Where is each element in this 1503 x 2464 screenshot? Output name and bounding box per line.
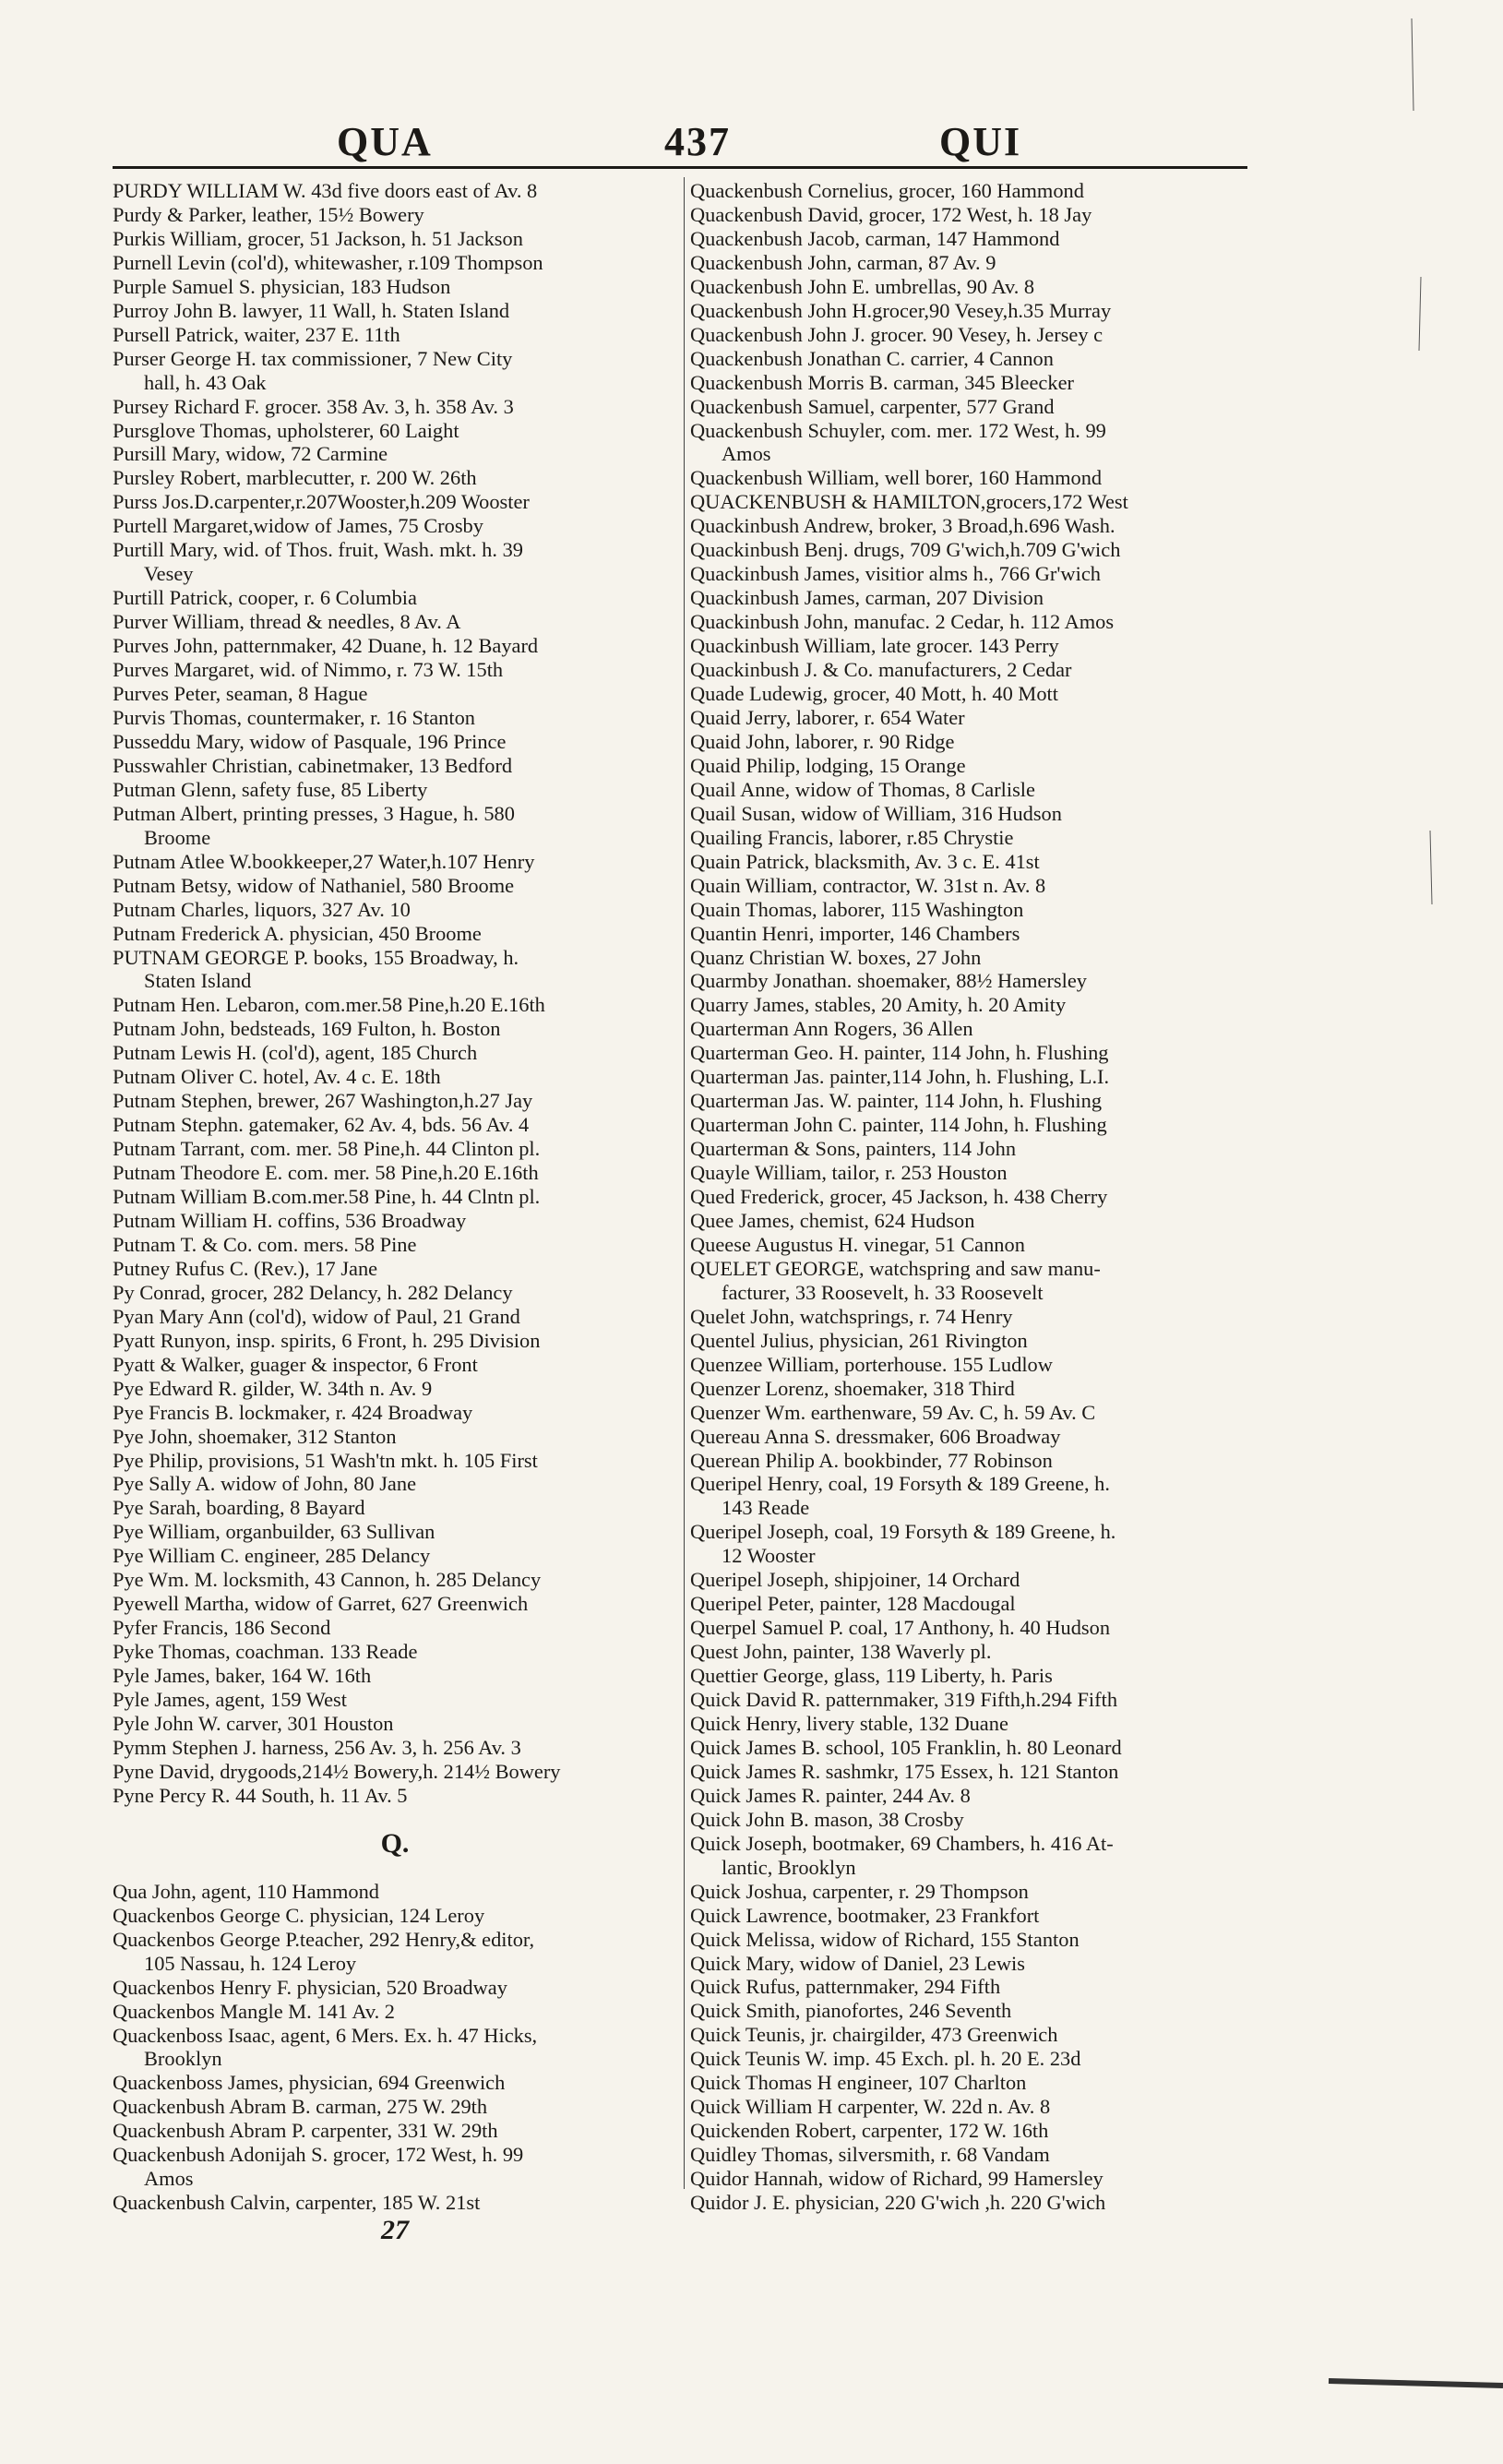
directory-entry: Quenzer Lorenz, shoemaker, 318 Third <box>690 1376 1015 1400</box>
directory-entry: Quackinbush James, visitior alms h., 766 Gr'wich <box>690 562 1101 586</box>
directory-entry: Pyatt Runyon, insp. spirits, 6 Front, h. 295 Division <box>113 1328 541 1352</box>
margin-ink-marks <box>1273 0 1503 2464</box>
directory-entry: Quackenbush John E. umbrellas, 90 Av. 8 <box>690 274 1035 298</box>
directory-entry: Pyfer Francis, 186 Second <box>113 1616 331 1640</box>
directory-entry-continuation: 105 Nassau, h. 124 Leroy <box>144 1951 357 1975</box>
directory-entry: Pye Sarah, boarding, 8 Bayard <box>113 1496 365 1520</box>
directory-entry: Quarterman & Sons, painters, 114 John <box>690 1137 1017 1161</box>
directory-entry: PUTNAM GEORGE P. books, 155 Broadway, h. <box>113 945 519 969</box>
directory-entry: Pursey Richard F. grocer. 358 Av. 3, h. 358 Av. 3 <box>113 394 514 418</box>
directory-entry: Quackenboss James, physician, 694 Greenwich <box>113 2071 506 2095</box>
directory-entry: Quackenbush Schuyler, com. mer. 172 West, h. 99 <box>690 418 1106 442</box>
directory-entry: Pyle James, agent, 159 West <box>113 1688 347 1712</box>
directory-entry: Pyatt & Walker, guager & inspector, 6 Front <box>113 1352 478 1376</box>
running-head-right: QUI <box>939 119 1022 164</box>
directory-entry: Purple Samuel S. physician, 183 Hudson <box>113 274 451 298</box>
directory-entry: Quarterman Jas. W. painter, 114 John, h. Flushing <box>690 1089 1103 1113</box>
directory-entry: Quail Susan, widow of William, 316 Hudson <box>690 801 1062 825</box>
directory-entry-continuation: Amos <box>144 2167 194 2191</box>
directory-entry-continuation: 12 Wooster <box>722 1544 816 1568</box>
directory-entry: Quarterman Jas. painter,114 John, h. Flushing, L.I. <box>690 1065 1110 1089</box>
directory-entry: Pye Wm. M. locksmith, 43 Cannon, h. 285 Delancy <box>113 1568 542 1592</box>
directory-entry: Putnam Oliver C. hotel, Av. 4 c. E. 18th <box>113 1065 441 1089</box>
directory-entry: Py Conrad, grocer, 282 Delancy, h. 282 Delancy <box>113 1280 513 1304</box>
directory-entry: Purkis William, grocer, 51 Jackson, h. 51 Jackson <box>113 226 523 250</box>
directory-entry: Quackinbush Benj. drugs, 709 G'wich,h.709 G'wich <box>690 538 1121 562</box>
directory-entry: Purtill Patrick, cooper, r. 6 Columbia <box>113 586 417 610</box>
directory-entry: Quick James R. painter, 244 Av. 8 <box>690 1783 971 1807</box>
directory-entry: Purdy & Parker, leather, 15½ Bowery <box>113 202 424 226</box>
directory-entry: Pye John, shoemaker, 312 Stanton <box>113 1424 397 1448</box>
directory-entry-continuation: Broome <box>144 825 211 849</box>
directory-entry: Pyle James, baker, 164 W. 16th <box>113 1664 372 1688</box>
directory-entry-continuation: Vesey <box>144 562 194 586</box>
directory-entry: Putnam Lewis H. (col'd), agent, 185 Church <box>113 1041 478 1065</box>
running-head-left: QUA <box>337 119 433 164</box>
left-column <box>113 179 677 2246</box>
directory-entry: PURDY WILLIAM W. 43d five doors east of Av. 8 <box>113 179 538 202</box>
directory-entry: Quackenbush John, carman, 87 Av. 9 <box>690 250 996 274</box>
left-column-p-entries <box>113 179 677 1808</box>
directory-entry: Queripel Peter, painter, 128 Macdougal <box>690 1592 1016 1616</box>
directory-entry-continuation: facturer, 33 Roosevelt, h. 33 Roosevelt <box>722 1280 1044 1304</box>
directory-entry: Purves Margaret, wid. of Nimmo, r. 73 W. 15th <box>113 658 504 682</box>
directory-entry: Pyne David, drygoods,214½ Bowery,h. 214½ Bowery <box>113 1759 561 1783</box>
directory-entry: Quidor Hannah, widow of Richard, 99 Hamersley <box>690 2167 1103 2191</box>
directory-entry: Putney Rufus C. (Rev.), 17 Jane <box>113 1256 378 1280</box>
directory-entry: Quick Melissa, widow of Richard, 155 Stanton <box>690 1927 1080 1951</box>
directory-entry: Quackenbos George P.teacher, 292 Henry,& editor, <box>113 1927 535 1951</box>
directory-entry: Quentel Julius, physician, 261 Rivington <box>690 1328 1028 1352</box>
column-divider <box>684 177 685 2189</box>
directory-entry: Purnell Levin (col'd), whitewasher, r.109 Thompson <box>113 250 543 274</box>
directory-entry: Putnam Hen. Lebaron, com.mer.58 Pine,h.20 E.16th <box>113 993 545 1017</box>
left-column-q-entries <box>113 1880 677 2215</box>
directory-entry: Quaid John, laborer, r. 90 Ridge <box>690 729 955 753</box>
directory-entry: Putman Glenn, safety fuse, 85 Liberty <box>113 777 428 801</box>
directory-entry: Quick James B. school, 105 Franklin, h. 80 Leonard <box>690 1735 1122 1759</box>
directory-entry: Quackinbush James, carman, 207 Division <box>690 586 1044 610</box>
directory-entry: Putnam Tarrant, com. mer. 58 Pine,h. 44 Clinton pl. <box>113 1137 541 1161</box>
directory-entry: Quackenbos George C. physician, 124 Leroy <box>113 1903 485 1927</box>
directory-entry: Quackenbush Abram P. carpenter, 331 W. 29th <box>113 2119 498 2143</box>
directory-entry: Purroy John B. lawyer, 11 Wall, h. Staten Island <box>113 298 510 322</box>
directory-entry: Purss Jos.D.carpenter,r.207Wooster,h.209 Wooster <box>113 490 530 514</box>
directory-entry: Quackenbush John J. grocer. 90 Vesey, h. Jersey c <box>690 322 1103 346</box>
section-letter: Q. <box>380 1827 410 1859</box>
directory-entry: Putnam John, bedsteads, 169 Fulton, h. Boston <box>113 1017 501 1041</box>
directory-entry: Pymm Stephen J. harness, 256 Av. 3, h. 256 Av. 3 <box>113 1735 521 1759</box>
directory-entry: QUACKENBUSH & HAMILTON,grocers,172 West <box>690 490 1128 514</box>
directory-entry: Putman Albert, printing presses, 3 Hague, h. 580 <box>113 801 515 825</box>
directory-entry: Quidor J. E. physician, 220 G'wich ,h. 220 G'wich <box>690 2191 1106 2215</box>
directory-entry: Quenzee William, porterhouse. 155 Ludlow <box>690 1352 1053 1376</box>
directory-entry: Quidley Thomas, silversmith, r. 68 Vandam <box>690 2143 1050 2167</box>
directory-entry: Quackenbush David, grocer, 172 West, h. 18 Jay <box>690 202 1092 226</box>
directory-entry: Querean Philip A. bookbinder, 77 Robinson <box>690 1448 1053 1472</box>
directory-entry: Pursley Robert, marblecutter, r. 200 W. 26th <box>113 466 477 490</box>
directory-entry: Queripel Joseph, coal, 19 Forsyth & 189 Greene, h. <box>690 1520 1116 1544</box>
directory-entry: Pyle John W. carver, 301 Houston <box>113 1712 394 1735</box>
directory-entry: Quereau Anna S. dressmaker, 606 Broadway <box>690 1424 1061 1448</box>
directory-entry: Putnam Betsy, widow of Nathaniel, 580 Broome <box>113 873 515 897</box>
directory-entry: Quain William, contractor, W. 31st n. Av. 8 <box>690 873 1046 897</box>
right-column <box>690 179 1255 2215</box>
directory-entry: Pyne Percy R. 44 South, h. 11 Av. 5 <box>113 1783 408 1807</box>
directory-entry: Quick John B. mason, 38 Crosby <box>690 1807 964 1831</box>
directory-entry: Pursell Patrick, waiter, 237 E. 11th <box>113 322 400 346</box>
directory-entry: Purtell Margaret,widow of James, 75 Crosby <box>113 514 483 538</box>
directory-entry: Purtill Mary, wid. of Thos. fruit, Wash. mkt. h. 39 <box>113 538 523 562</box>
directory-entry: Quackenbos Henry F. physician, 520 Broadway <box>113 1975 507 1999</box>
directory-entry: Pye William, organbuilder, 63 Sullivan <box>113 1520 435 1544</box>
directory-entry: Quackenbush Calvin, carpenter, 185 W. 21st <box>113 2191 481 2215</box>
directory-entry: Quackenbush John H.grocer,90 Vesey,h.35 Murray <box>690 298 1112 322</box>
directory-entry: Quarry James, stables, 20 Amity, h. 20 Amity <box>690 993 1067 1017</box>
directory-entry: Quest John, painter, 138 Waverly pl. <box>690 1640 992 1664</box>
directory-entry: Quackenbush Abram B. carman, 275 W. 29th <box>113 2095 488 2119</box>
directory-entry: Quackinbush J. & Co. manufacturers, 2 Cedar <box>690 658 1072 682</box>
directory-entry: Queripel Joseph, shipjoiner, 14 Orchard <box>690 1568 1020 1592</box>
directory-entry: Quettier George, glass, 119 Liberty, h. Paris <box>690 1664 1053 1688</box>
directory-entry: Purves John, patternmaker, 42 Duane, h. 12 Bayard <box>113 634 539 658</box>
directory-entry: Quackinbush Andrew, broker, 3 Broad,h.696 Wash. <box>690 514 1115 538</box>
directory-entry: Pye Francis B. lockmaker, r. 424 Broadway <box>113 1400 473 1424</box>
directory-entry: Quick Joseph, bootmaker, 69 Chambers, h. 416 At- <box>690 1831 1114 1855</box>
directory-entry: Qua John, agent, 110 Hammond <box>113 1879 379 1903</box>
directory-entry-continuation: 143 Reade <box>722 1496 810 1520</box>
directory-entry: Quackenbos Mangle M. 141 Av. 2 <box>113 1999 395 2023</box>
directory-entry: Qued Frederick, grocer, 45 Jackson, h. 438 Cherry <box>690 1185 1108 1209</box>
directory-entry: Quackinbush John, manufac. 2 Cedar, h. 112 Amos <box>690 610 1115 634</box>
directory-entry: QUELET GEORGE, watchspring and saw manu- <box>690 1256 1101 1280</box>
directory-entry: Pye Philip, provisions, 51 Wash'tn mkt. h. 105 First <box>113 1448 538 1472</box>
directory-entry: Quackenbush Morris B. carman, 345 Bleecker <box>690 370 1074 394</box>
directory-entry: Quackenbush Jacob, carman, 147 Hammond <box>690 226 1060 250</box>
directory-entry: Quaid Philip, lodging, 15 Orange <box>690 753 966 777</box>
directory-entry: Quickenden Robert, carpenter, 172 W. 16th <box>690 2119 1049 2143</box>
directory-entry: Queripel Henry, coal, 19 Forsyth & 189 Greene, h. <box>690 1472 1110 1496</box>
directory-entry: Putnam Atlee W.bookkeeper,27 Water,h.107 Henry <box>113 849 535 873</box>
directory-entry: Putnam William H. coffins, 536 Broadway <box>113 1208 467 1232</box>
directory-entry: Quackenbush Adonijah S. grocer, 172 West, h. 99 <box>113 2143 524 2167</box>
directory-entry: Pyewell Martha, widow of Garret, 627 Greenwich <box>113 1592 529 1616</box>
directory-entry: Quantin Henri, importer, 146 Chambers <box>690 921 1020 945</box>
directory-entry: Quackenbush William, well borer, 160 Hammond <box>690 466 1103 490</box>
directory-entry: Quick Mary, widow of Daniel, 23 Lewis <box>690 1951 1025 1975</box>
directory-entry-continuation: hall, h. 43 Oak <box>144 370 267 394</box>
directory-entry: Quick David R. patternmaker, 319 Fifth,h.294 Fifth <box>690 1688 1118 1712</box>
directory-entry: Quarterman Ann Rogers, 36 Allen <box>690 1017 973 1041</box>
directory-entry: Purser George H. tax commissioner, 7 New City <box>113 346 513 370</box>
directory-entry: Quick James R. sashmkr, 175 Essex, h. 121 Stanton <box>690 1759 1119 1783</box>
directory-entry-continuation: Brooklyn <box>144 2047 222 2071</box>
directory-entry: Quee James, chemist, 624 Hudson <box>690 1208 975 1232</box>
page-number: 437 <box>664 119 731 164</box>
directory-entry: Quanz Christian W. boxes, 27 John <box>690 945 982 969</box>
directory-entry: Quarterman Geo. H. painter, 114 John, h. Flushing <box>690 1041 1109 1065</box>
directory-entry: Quick Henry, livery stable, 132 Duane <box>690 1712 1008 1735</box>
directory-entry: Putnam Frederick A. physician, 450 Broome <box>113 921 482 945</box>
directory-entry: Quain Thomas, laborer, 115 Washington <box>690 897 1024 921</box>
directory-entry: Quaid Jerry, laborer, r. 654 Water <box>690 705 965 729</box>
directory-entry: Pyke Thomas, coachman. 133 Reade <box>113 1640 418 1664</box>
directory-entry: Purver William, thread & needles, 8 Av. A <box>113 610 461 634</box>
directory-entry: Pye Sally A. widow of John, 80 Jane <box>113 1472 417 1496</box>
folio-signature: 27 <box>381 2215 409 2246</box>
directory-entry: Quenzer Wm. earthenware, 59 Av. C, h. 59 Av. C <box>690 1400 1096 1424</box>
directory-entry: Putnam Charles, liquors, 327 Av. 10 <box>113 897 411 921</box>
directory-entry: Quackenbush Samuel, carpenter, 577 Grand <box>690 394 1055 418</box>
directory-entry: Queese Augustus H. vinegar, 51 Cannon <box>690 1232 1025 1256</box>
directory-entry: Pusseddu Mary, widow of Pasquale, 196 Prince <box>113 729 507 753</box>
directory-entry: Quackenboss Isaac, agent, 6 Mers. Ex. h. 47 Hicks, <box>113 2023 538 2047</box>
directory-entry: Pursglove Thomas, upholsterer, 60 Laight <box>113 418 459 442</box>
directory-entry: Quain Patrick, blacksmith, Av. 3 c. E. 41st <box>690 849 1040 873</box>
directory-entry: Quail Anne, widow of Thomas, 8 Carlisle <box>690 777 1035 801</box>
directory-entry: Quackenbush Cornelius, grocer, 160 Hammond <box>690 179 1084 202</box>
directory-entry: Putnam Theodore E. com. mer. 58 Pine,h.20 E.16th <box>113 1161 539 1185</box>
directory-entry: Quick Thomas H engineer, 107 Charlton <box>690 2071 1027 2095</box>
directory-entry: Putnam Stephn. gatemaker, 62 Av. 4, bds. 56 Av. 4 <box>113 1113 530 1137</box>
directory-entry: Quick Joshua, carpenter, r. 29 Thompson <box>690 1879 1029 1903</box>
directory-entry: Putnam T. & Co. com. mers. 58 Pine <box>113 1232 417 1256</box>
directory-entry: Pye William C. engineer, 285 Delancy <box>113 1544 431 1568</box>
directory-entry: Pye Edward R. gilder, W. 34th n. Av. 9 <box>113 1376 433 1400</box>
directory-entry: Quick Teunis, jr. chairgilder, 473 Greenwich <box>690 2023 1058 2047</box>
directory-entry: Quick Lawrence, bootmaker, 23 Frankfort <box>690 1903 1040 1927</box>
directory-entry: Quick William H carpenter, W. 22d n. Av. 8 <box>690 2095 1051 2119</box>
directory-entry: Putnam William B.com.mer.58 Pine, h. 44 Clntn pl. <box>113 1185 541 1209</box>
directory-entry-continuation: Amos <box>722 442 771 466</box>
directory-entry: Purvis Thomas, countermaker, r. 16 Stanton <box>113 705 475 729</box>
directory-entry-continuation: Staten Island <box>144 969 252 993</box>
directory-entry: Pusswahler Christian, cabinetmaker, 13 Bedford <box>113 753 513 777</box>
directory-entry: Quarterman John C. painter, 114 John, h. Flushing <box>690 1113 1107 1137</box>
directory-entry: Purves Peter, seaman, 8 Hague <box>113 682 368 706</box>
header-rule <box>113 166 1247 169</box>
directory-entry: Quelet John, watchsprings, r. 74 Henry <box>690 1304 1013 1328</box>
directory-entry: Putnam Stephen, brewer, 267 Washington,h.27 Jay <box>113 1089 533 1113</box>
directory-entry: Pursill Mary, widow, 72 Carmine <box>113 442 388 466</box>
directory-entry: Quick Smith, pianofortes, 246 Seventh <box>690 1999 1012 2023</box>
directory-entry: Quackenbush Jonathan C. carrier, 4 Cannon <box>690 346 1054 370</box>
directory-entry: Quick Teunis W. imp. 45 Exch. pl. h. 20 E. 23d <box>690 2047 1081 2071</box>
directory-entry: Querpel Samuel P. coal, 17 Anthony, h. 40 Hudson <box>690 1616 1111 1640</box>
directory-entry-continuation: lantic, Brooklyn <box>722 1855 856 1879</box>
directory-entry: Quayle William, tailor, r. 253 Houston <box>690 1161 1008 1185</box>
directory-entry: Quade Ludewig, grocer, 40 Mott, h. 40 Mott <box>690 682 1058 706</box>
directory-entry: Quarmby Jonathan. shoemaker, 88½ Hamersley <box>690 969 1088 993</box>
directory-entry: Quailing Francis, laborer, r.85 Chrystie <box>690 825 1014 849</box>
directory-entry: Quackinbush William, late grocer. 143 Perry <box>690 634 1059 658</box>
directory-entry: Quick Rufus, patternmaker, 294 Fifth <box>690 1975 1001 1999</box>
directory-entry: Pyan Mary Ann (col'd), widow of Paul, 21 Grand <box>113 1304 520 1328</box>
